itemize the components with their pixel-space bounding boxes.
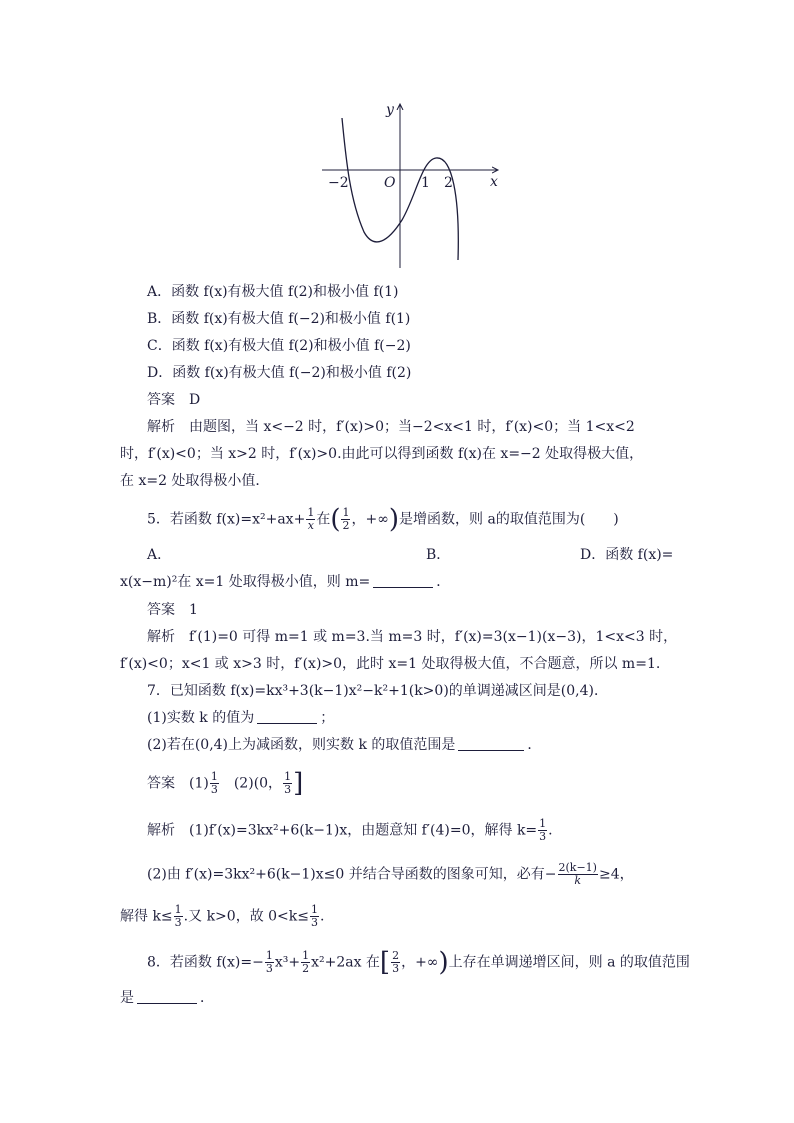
function-graph (320, 100, 505, 272)
q5-opt-d: D．函数 f(x)= (580, 547, 674, 563)
q6-answer: 答案 1 (147, 602, 198, 618)
y-axis-label: y (386, 102, 394, 118)
q7-stem: 7．已知函数 f(x)=kx³+3(k−1)x²−k²+1(k>0)的单调递减区间是(0,4)． (147, 683, 608, 699)
q5-stem (147, 504, 619, 535)
q7-answer-frac1 (210, 771, 219, 796)
tick-label-1: 1 (421, 175, 430, 191)
frac-num: 1 (210, 770, 218, 783)
tick-label-minus2: −2 (328, 175, 349, 191)
q7-analysis2-end: ≥4， (598, 866, 634, 883)
q7-part1 (147, 708, 334, 728)
q6-stem-end: ． (436, 574, 451, 590)
q8-stem-line2 (120, 988, 214, 1008)
right-paren: ) (388, 504, 400, 535)
q7-answer-label: 答案 (1) (147, 775, 209, 792)
q7-answer-interval-open: (0， (253, 775, 283, 792)
q5-stem-b: 在 (316, 511, 331, 528)
q8-stem (147, 947, 690, 978)
right-paren: ) (438, 947, 449, 978)
frac-den: 2 (342, 519, 350, 532)
frac-num: 1 (265, 949, 273, 962)
q7-analysis1-frac (538, 818, 547, 843)
frac-num: 1 (174, 903, 182, 916)
frac-den: 3 (265, 962, 273, 975)
q7-answer-frac2 (283, 771, 292, 796)
q5-opt-a: A． (147, 547, 172, 563)
frac-den: 3 (174, 916, 182, 929)
q8-line2-text: 是 (120, 990, 134, 1006)
q8-stem-d: ，+∞ (401, 954, 439, 971)
q7-analysis3-end: . (320, 908, 325, 925)
option-c: C．函数 f(x)有极大值 f(2)和极小值 f(−2) (147, 338, 411, 354)
q8-stem-c: x²+2ax 在 (311, 954, 380, 971)
frac-den: x (307, 519, 314, 532)
frac-den: 3 (284, 783, 292, 796)
q6-stem (120, 572, 450, 592)
q8-frac-half (301, 950, 310, 975)
q6-analysis-line1: 解析 f′(1)=0 可得 m=1 或 m=3.当 m=3 时，f′(x)=3(x−1)(x−3)，1<x<3 时， (147, 629, 678, 645)
frac-den: 3 (539, 830, 547, 843)
frac-num: 2 (392, 949, 400, 962)
q7-analysis3-frac1 (174, 904, 183, 929)
frac-num: 1 (311, 903, 318, 916)
answer-blank[interactable] (373, 573, 433, 588)
q4-answer: 答案 D (147, 392, 201, 408)
q4-analysis-line3: 在 x=2 处取得极小值． (120, 473, 270, 489)
q5-stem-d: 是增函数，则 a的取值范围为( ) (399, 511, 619, 528)
answer-blank[interactable] (137, 989, 197, 1004)
q7-analysis3-text-b: .又 k>0，故 0<k≤ (183, 908, 309, 925)
answer-blank[interactable] (458, 736, 524, 751)
option-a: A．函数 f(x)有极大值 f(2)和极小值 f(1) (147, 284, 399, 300)
frac-den: 2 (302, 962, 310, 975)
q7-analysis3-text-a: 解得 k≤ (120, 908, 173, 925)
frac-den: 3 (311, 916, 318, 929)
q8-stem-b: x³+ (274, 954, 301, 971)
frac-den: k (574, 874, 582, 887)
q7-analysis2-text: (2)由 f′(x)=3kx²+6(k−1)x≤0 并结合导函数的图象可知，必有− (147, 866, 557, 883)
tick-label-2: 2 (444, 175, 453, 191)
left-bracket: [ (379, 947, 391, 978)
q5-frac-half (341, 507, 350, 532)
q8-line2-end: ． (200, 990, 214, 1006)
q4-analysis-line2: 时，f′(x)<0；当 x>2 时，f′(x)>0.由此可以得到函数 f(x)在 x=−2 处取得极大值， (120, 446, 644, 462)
frac-num: 2(k−1) (558, 861, 597, 874)
origin-label: O (384, 175, 396, 191)
q7-answer-mid: (2) (219, 775, 254, 792)
x-axis-label: x (490, 174, 498, 190)
q7-analysis-3 (120, 904, 324, 929)
frac-den: 3 (392, 962, 400, 975)
q7-part1-text: (1)实数 k 的值为 (147, 710, 255, 726)
frac-num: 1 (307, 506, 315, 519)
q5-opt-b: B． (426, 547, 451, 563)
q7-analysis1-text: 解析 (1)f′(x)=3kx²+6(k−1)x，由题意知 f′(4)=0，解得 k= (147, 822, 538, 839)
q5-stem-a: 5．若函数 f(x)=x²+ax+ (147, 511, 306, 528)
q7-analysis-2 (147, 862, 634, 887)
q7-analysis2-frac (558, 862, 598, 887)
q8-stem-e: 上存在单调递增区间，则 a 的取值范围 (448, 954, 690, 971)
q8-frac-two-thirds (391, 950, 400, 975)
option-b: B．函数 f(x)有极大值 f(−2)和极小值 f(1) (147, 311, 411, 327)
left-paren: ( (330, 504, 341, 535)
q7-part1-end: ； (320, 710, 335, 726)
q7-part2 (147, 735, 541, 755)
frac-num: 1 (302, 949, 310, 962)
q5-stem-c: ，+∞ (351, 511, 389, 528)
q8-stem-a: 8．若函数 f(x)=− (147, 954, 264, 971)
q7-part2-text: (2)若在(0,4)上为减函数，则实数 k 的取值范围是 (147, 737, 456, 753)
q7-analysis3-frac2 (310, 904, 319, 929)
q7-answer-interval-close: ] (293, 768, 304, 799)
frac-num: 1 (284, 770, 292, 783)
q6-analysis-line2: f′(x)<0；x<1 或 x>3 时，f′(x)>0，此时 x=1 处取得极大值，不合题意，所以 m=1. (120, 656, 661, 672)
frac-num: 1 (539, 817, 547, 830)
answer-blank[interactable] (257, 709, 317, 724)
frac-den: 3 (210, 783, 218, 796)
q5-frac-1-over-x (306, 507, 315, 532)
q7-analysis-1 (147, 818, 553, 843)
q6-stem-text: x(x−m)²在 x=1 处取得极小值，则 m= (120, 574, 371, 590)
q7-analysis1-end: . (548, 822, 553, 839)
q8-frac-third (265, 950, 274, 975)
option-d: D．函数 f(x)有极大值 f(−2)和极小值 f(2) (147, 365, 412, 381)
frac-num: 1 (342, 506, 350, 519)
q4-analysis-line1: 解析 由题图，当 x<−2 时，f′(x)>0；当−2<x<1 时，f′(x)<0；当 1<x<2 (147, 419, 635, 435)
q7-answer (147, 768, 304, 799)
q7-part2-end: ． (527, 737, 542, 753)
